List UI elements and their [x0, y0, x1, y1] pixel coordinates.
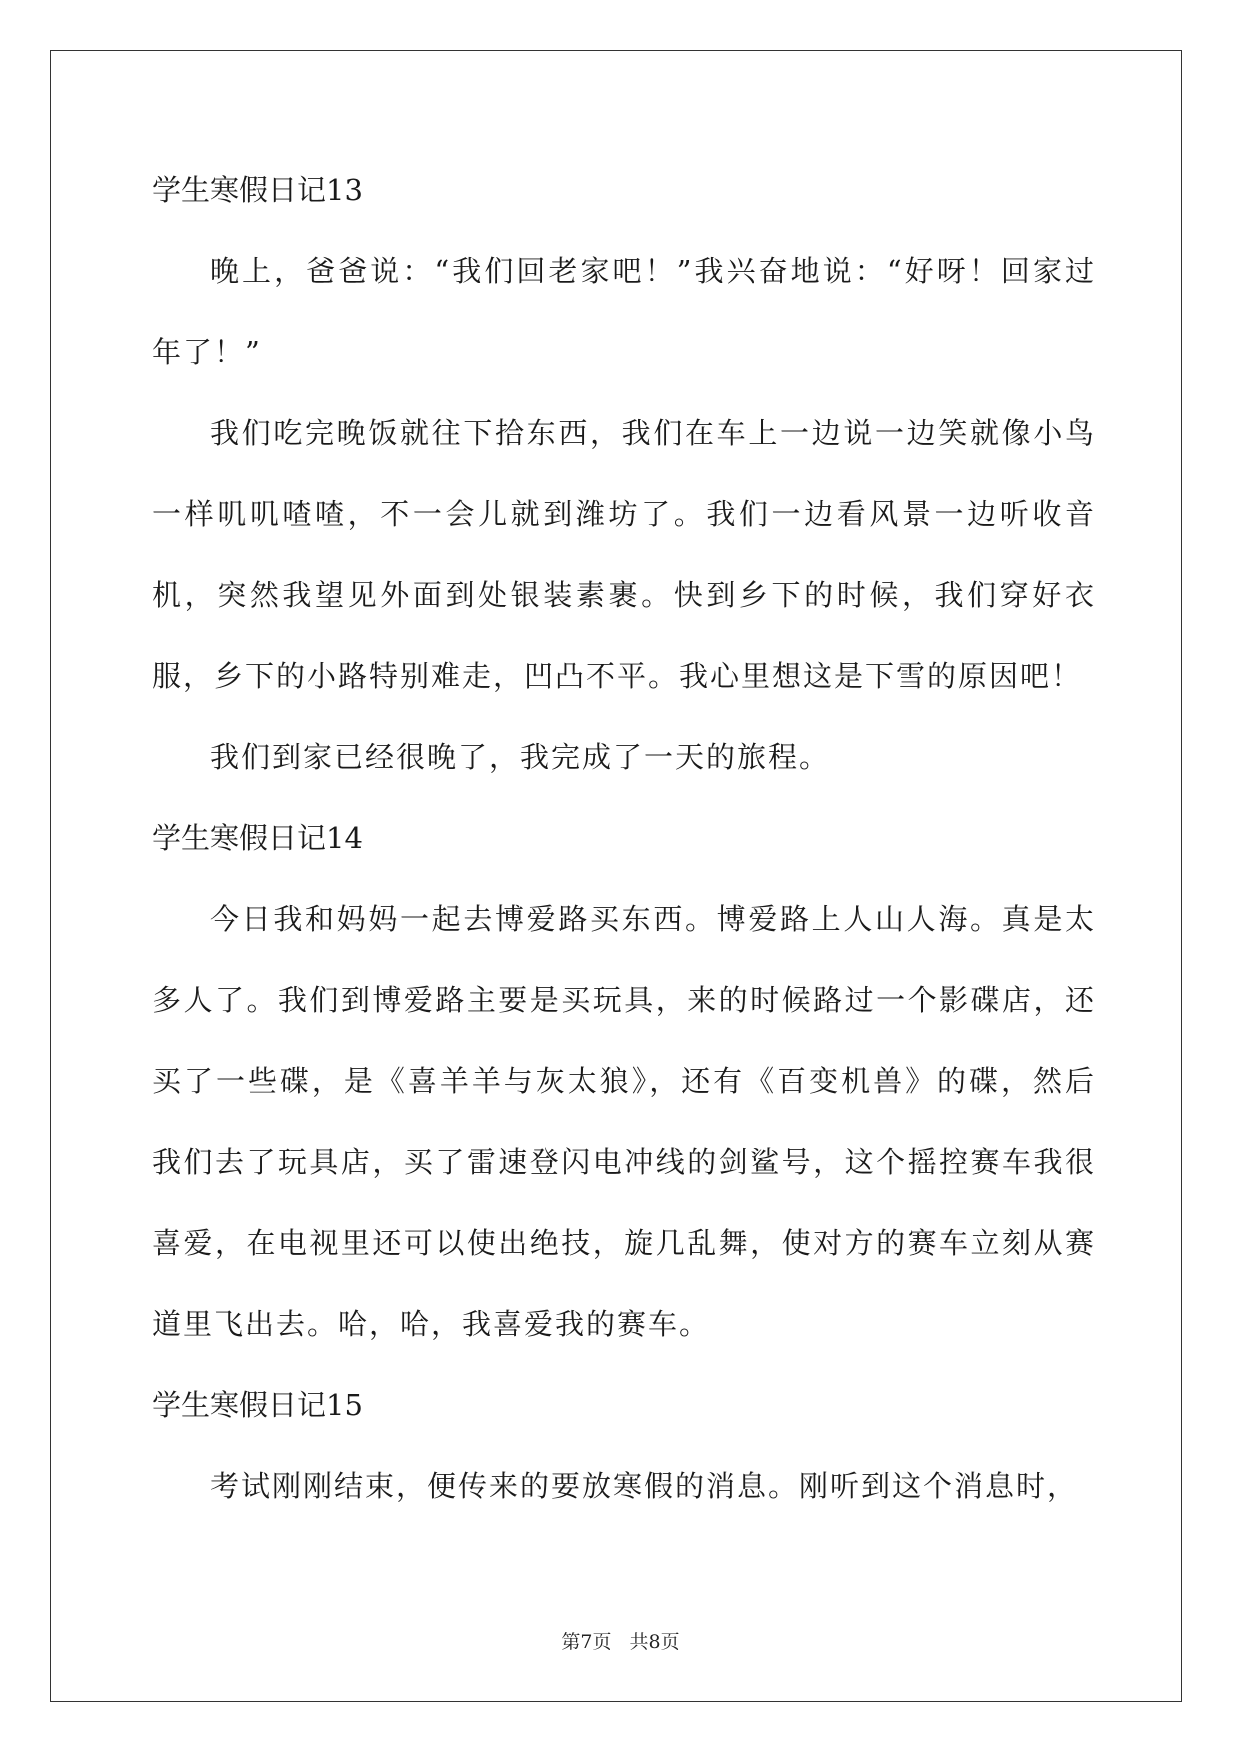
page-number: 第7页	[561, 1631, 612, 1653]
section-title: 学生寒假日记13	[152, 173, 363, 207]
paragraph: 我们吃完晚饭就往下拾东西，我们在车上一边说一边笑就像小鸟一样叽叽喳喳，不一会儿就到潍坊了。我们一边看风景一边听收音机，突然我望见外面到处银装素裹。快到乡下的时候，我们穿好衣服，乡下的小路特别难走，凹凸不平。我心里想这是下雪的原因吧！	[152, 416, 1096, 693]
paragraph: 我们到家已经很晚了，我完成了一天的旅程。	[210, 740, 831, 774]
section-15	[152, 1365, 1096, 1527]
section-13	[152, 150, 1096, 798]
section-14	[152, 798, 1096, 1365]
paragraph: 考试刚刚结束，便传来的要放寒假的消息。刚听到这个消息时，	[210, 1469, 1079, 1503]
section-title: 学生寒假日记14	[152, 821, 363, 855]
page-footer	[0, 1627, 1241, 1654]
document-body	[152, 150, 1096, 1527]
page-total: 共8页	[629, 1631, 680, 1653]
paragraph: 今日我和妈妈一起去博爱路买东西。博爱路上人山人海。真是太多人了。我们到博爱路主要是买玩具，来的时候路过一个影碟店，还买了一些碟，是《喜羊羊与灰太狼》，还有《百变机兽》的碟，然后我们去了玩具店，买了雷速登闪电冲线的剑鲨号，这个摇控赛车我很喜爱，在电视里还可以使出绝技，旋几乱舞，使对方的赛车立刻从赛道里飞出去。哈，哈，我喜爱我的赛车。	[152, 902, 1096, 1341]
paragraph: 晚上，爸爸说：“我们回老家吧！”我兴奋地说：“好呀！回家过年了！”	[152, 254, 1096, 369]
section-title: 学生寒假日记15	[152, 1388, 363, 1422]
